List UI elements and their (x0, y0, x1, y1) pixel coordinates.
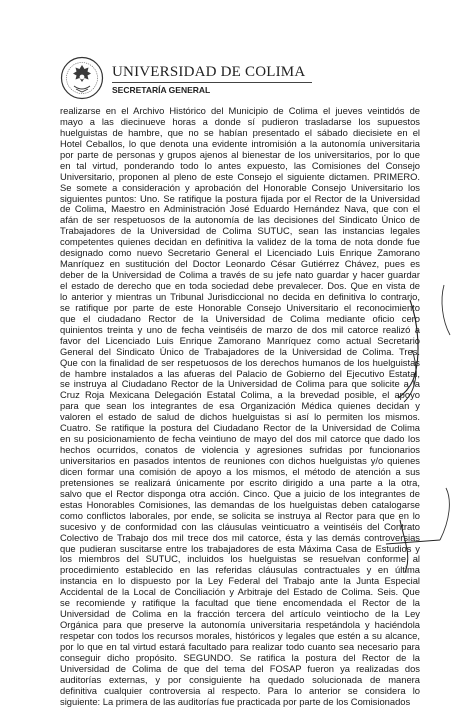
body-text-line: se instruya al Ciudadano Rector de la Universidad de Colima para que solicite a la (60, 379, 420, 390)
body-text-line: hechos ocurridos, conatos de violencia y agresiones sufridas por funcionarios (60, 445, 420, 456)
body-text-line: los miembros del SUTUC, incluidos los huelguistas se resuelvan conforme al (60, 554, 420, 565)
body-text-line: deber de la Universidad de Colima a través de su jefe nato guardar y hacer guardar (60, 270, 420, 281)
body-text-line: en tal virtud, ponderando todo lo antes expuesto, las Comisiones del Consejo (60, 160, 420, 171)
body-text-line: Se somete a consideración y aprobación del Honorable Consejo Universitario los (60, 182, 420, 193)
body-text-line: como conflictos laborales, por ende, se solicita se instruya al Rector para que en lo (60, 510, 420, 521)
body-text-line: de Colima, Maestro en Administración José Eduardo Hernández Nava, que con el (60, 204, 420, 215)
body-text-line: quinientos treinta y uno de fecha veintiséis de marzo de dos mil catorce realizó a (60, 324, 420, 335)
body-text-line: auditorías externas, y por consiguiente ha quedado solucionada de manera (60, 674, 420, 685)
letterhead (60, 56, 360, 100)
body-text-line: para que sean los integrantes de esa Organización Médica quienes decidan y (60, 401, 420, 412)
body-text-line: designado como nuevo Secretario General el Licenciado Luis Enrique Zamorano (60, 248, 420, 259)
body-text-line: Universidad de Colima de que del tema del FOSAP fueron ya realizadas dos (60, 663, 420, 674)
university-seal-icon (60, 56, 104, 100)
body-text-line: Universitario, proponen al pleno de este Consejo el siguiente dictamen. PRIMERO. (60, 171, 420, 182)
body-text-line: que pudieran suscitarse entre los trabajadores de esta Máxima Casa de Estudios y (60, 543, 420, 554)
body-text-line: procedimiento establecido en las referidas cláusulas contractuales y en última (60, 565, 420, 576)
body-text-line: pretensiones se realizará únicamente por escrito dirigido a una parte a la otra, (60, 477, 420, 488)
body-text-line: se ratifique por parte de este Honorable Consejo Universitario el reconocimiento (60, 302, 420, 313)
department-name: SECRETARÍA GENERAL (112, 85, 211, 95)
body-text-line: siguiente: La primera de las auditorías fue practicada por parte de los Comisionados (60, 696, 411, 707)
body-text-line: Que con la finalidad de ser respetuosos de los derechos humanos de los huelguistas (60, 357, 420, 368)
body-text-line: Cuatro. Se ratifique la postura del Ciudadano Rector de la Universidad de Colima (60, 423, 420, 434)
body-text-line: Accidental de la Local de Conciliación y Arbitraje del Estado de Colima. Seis. Que (60, 587, 420, 598)
body-text-line: universitarios en pasados intentos de reuniones con dichos huelguistas y/o quienes (60, 456, 420, 466)
body-text-line: valoren el estado de salud de dichos huelguistas si así lo permiten los mismos. (60, 412, 420, 423)
body-text-line: realizarse en el Archivo Histórico del Municipio de Colima el jueves veintidós de (60, 106, 420, 116)
body-text-line: estas Honorables Comisiones, las demandas de los huelguistas deben catalogarse (60, 499, 420, 510)
body-text-line: Manríquez en sustitución del Doctor Leonardo César Gutiérrez Chávez, pues es (60, 259, 420, 270)
body-text-line: huelguistas de hambre, que no se habían presentado el sábado diecisiete en el (60, 127, 420, 138)
header-divider (112, 82, 312, 83)
body-text-line: Cruz Roja Mexicana Delegación Estatal Colima, a la brevedad posible, el apoyo (60, 390, 420, 401)
body-text-line: respetar con todos los recursos morales, históricos y legales que estén a su alcance, (60, 631, 420, 641)
body-text-line: el estado de derecho que en toda sociedad debe prevalecer. Dos. Que en vista de (60, 281, 420, 291)
body-text-line: lo anterior y mientras un Tribunal Jurisdiccional no decida en definitiva lo contrario, (60, 291, 420, 302)
body-text-line: de hambre instalados a las afueras del Palacio de Gobierno del Ejecutivo Estatal, (60, 368, 420, 379)
body-text-line: afán de ser respetuosos de la autonomía de las decisiones del Sindicato Único de (60, 215, 420, 226)
document-body (60, 106, 420, 708)
body-text-line: Colectivo de Trabajo dos mil trece dos mil catorce, ésta y las demás controversias (60, 532, 420, 543)
institution-name: UNIVERSIDAD DE COLIMA (112, 64, 306, 80)
body-text-line: salvo que el Rector disponga otra acción. Cinco. Que a juicio de los integrantes de (60, 488, 420, 499)
body-text-line: instancia en lo dispuesto por la Ley Federal del Trabajo ante la Junta Especial (60, 576, 420, 587)
body-text-line: Trabajadores de la Universidad de Colima SUTUC, sean las instancias legales (60, 226, 420, 237)
body-text-line: favor del Licenciado Luis Enrique Zamorano Manríquez como actual Secretario (60, 335, 420, 346)
body-text-line: por lo que en tal virtud estará facultado para realizar todo cuanto sea necesario para (60, 641, 420, 652)
body-text-line: por parte de personas y grupos ajenos al bienestar de los universitarios, por lo que (60, 149, 420, 160)
body-text-line: conseguir dicho propósito. SEGUNDO. Se ratifica la postura del Rector de la (60, 652, 420, 663)
body-text-line: Universidad de Colima en la fracción tercera del artículo veintiocho de la Ley (60, 609, 420, 620)
body-text-line: General del Sindicato Único de Trabajadores de la Universidad de Colima. Tres. (60, 346, 420, 357)
body-text-line: sucesivo y de conformidad con las cláusulas veinticuatro a veintiséis del Contrato (60, 521, 420, 532)
body-text-line: mayo a las diecinueve horas a donde sí pudieron trasladarse los supuestos (60, 116, 420, 127)
body-text-line: en su posicionamiento de fecha veintiuno de mayo del dos mil catorce que dado los (60, 434, 420, 445)
body-text-line: competentes quienes decidan en definitiva la validez de la toma de nota donde fue (60, 237, 420, 248)
body-text-line: definitiva cualquier controversia al respecto. Para lo anterior se considera lo (60, 685, 420, 696)
body-text-line: Hotel Ceballos, lo que denota una evidente intromisión a la autonomía universitaria (60, 138, 420, 149)
body-text-line: siguientes puntos: Uno. Se ratifique la postura fijada por el Rector de la Universidad (60, 193, 420, 204)
body-text-line: se recomiende y ratifique la facultad que tiene encomendada el Rector de la (60, 598, 420, 609)
body-text-line: que el ciudadano Rector de la Universidad de Colima mediante oficio cero (60, 313, 420, 324)
body-text-line: Orgánica para que preserve la autonomía universitaria respetándola y haciéndola (60, 620, 420, 631)
body-text-line: dicen formar una comisión de apoyo a los mismos, el método de atención a sus (60, 466, 420, 477)
